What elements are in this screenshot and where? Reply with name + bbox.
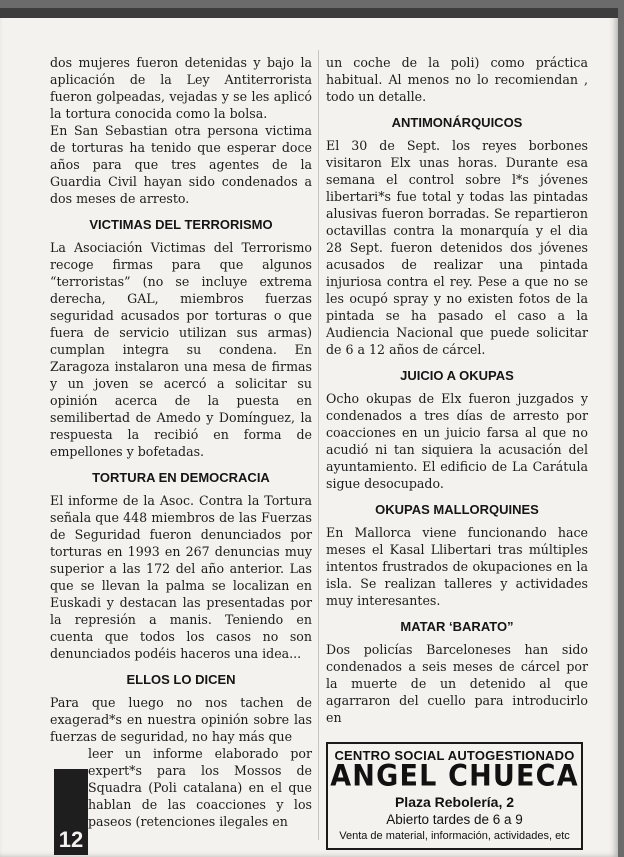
ad-line-name: ANGEL CHUECA: [330, 759, 579, 794]
right-column: [326, 54, 588, 726]
top-edge-band: [0, 8, 618, 18]
right-column-heading: ANTIMONÁRQUICOS: [391, 115, 523, 130]
right-column-paragraph: Dos policías Barceloneses han sido condenados a seis meses de cárcel por la muerte de un detenido al que agarraron del cuello para introducirlo en: [326, 642, 588, 725]
ad-line-hours: Abierto tardes de 6 a 9: [386, 812, 523, 827]
ad-line-address: Plaza Rebolería, 2: [394, 794, 515, 810]
left-column-paragraph: leer un informe elaborado por expert*s para los Mossos de Squadra (Poli catalana) en el que hablan de las coacciones y los paseos (retenciones ilegales en: [88, 746, 312, 829]
ad-line-offer: Venta de material, información, actividades, etc: [339, 830, 570, 842]
ad-line-center: CENTRO SOCIAL AUTOGESTIONADO: [334, 748, 575, 763]
right-column-paragraph: En Mallorca viene funcionando hace meses el Kasal Llibertari tras múltiples intentos frustrados de okupaciones en la isla. Se realizan talleres y actividades muy interesantes.: [326, 525, 588, 608]
left-column-paragraph: El informe de la Asoc. Contra la Tortura señala que 448 miembros de las Fuerzas de Seguridad fueron denunciados por torturas en 1993 en 267 denuncias muy superior a las 172 del año anterior. Las que se llevan la palma se localizan en Euskadi y destacan las presentadas por la represión a manis. Teniendo en cuenta que todos los casos no son denunciados podéis haceros una idea...: [50, 493, 312, 661]
column-divider: [318, 50, 319, 840]
page-number: 12: [54, 769, 88, 855]
right-column-paragraph: Ocho okupas de Elx fueron juzgados y condenados a tres días de arresto por coacciones en un juicio farsa al que no acudió ni tan siquiera la acusación del ayuntamiento. El edificio de La Carátula sigue desocupado.: [326, 391, 588, 491]
left-column-paragraph: Para que luego no nos tachen de exagerad*s en nuestra opinión sobre las fuerzas de seguridad, no hay más que: [50, 695, 312, 744]
left-column-heading: ELLOS LO DICEN: [126, 672, 236, 687]
left-column-paragraph: En San Sebastian otra persona victima de torturas ha tenido que esperar doce años para que tres agentes de la Guardia Civil hayan sido condenados a dos meses de arresto.: [50, 123, 312, 206]
left-column-paragraph: dos mujeres fueron detenidas y bajo la aplicación de la Ley Antiterrorista fueron golpeadas, vejadas y se les aplicó la tortura conocida como la bolsa.: [50, 55, 312, 121]
left-column-heading: VICTIMAS DEL TERRORISMO: [89, 217, 273, 232]
right-column-heading: OKUPAS MALLORQUINES: [375, 502, 539, 517]
left-column-heading: TORTURA EN DEMOCRACIA: [92, 470, 270, 485]
right-column-paragraph: un coche de la poli) como práctica habitual. Al menos no lo recomiendan , todo un detalle.: [326, 55, 588, 104]
left-column: [50, 54, 312, 830]
magazine-page: [0, 8, 618, 857]
left-column-paragraph: La Asociación Victimas del Terrorismo recoge firmas para que algunos “terroristas” (no se incluye extrema derecha, GAL, miembros fuerzas seguridad acusados por torturas o que fuera de servicio utilizan sus armas) cumplan integra su condena. En Zaragoza instalaron una mesa de firmas y un joven se acercó a solicitar su opinión acerca de la puesta en semilibertad de Amedo y Domínguez, la respuesta la recibió en forma de empellones y bofetadas.: [50, 240, 312, 459]
ad-box: [326, 742, 583, 850]
right-column-paragraph: El 30 de Sept. los reyes borbones visitaron Elx unas horas. Durante esa semana el control sobre l*s jóvenes libertari*s fue total y todas las pintadas alusivas fueron borradas. Se repartieron octavillas contra la monarquía y el dia 28 Sept. fueron detenidos dos jóvenes acusados de realizar una pintada injuriosa contra el rey. Pese a que no se les ocupó spray y no existen fotos de la pintada se ha pasado el caso a la Audiencia Nacional que puede solicitar de 6 a 12 años de cárcel.: [326, 138, 588, 357]
right-column-heading: MATAR ‘BARATO”: [400, 619, 514, 634]
right-column-heading: JUICIO A OKUPAS: [400, 368, 514, 383]
